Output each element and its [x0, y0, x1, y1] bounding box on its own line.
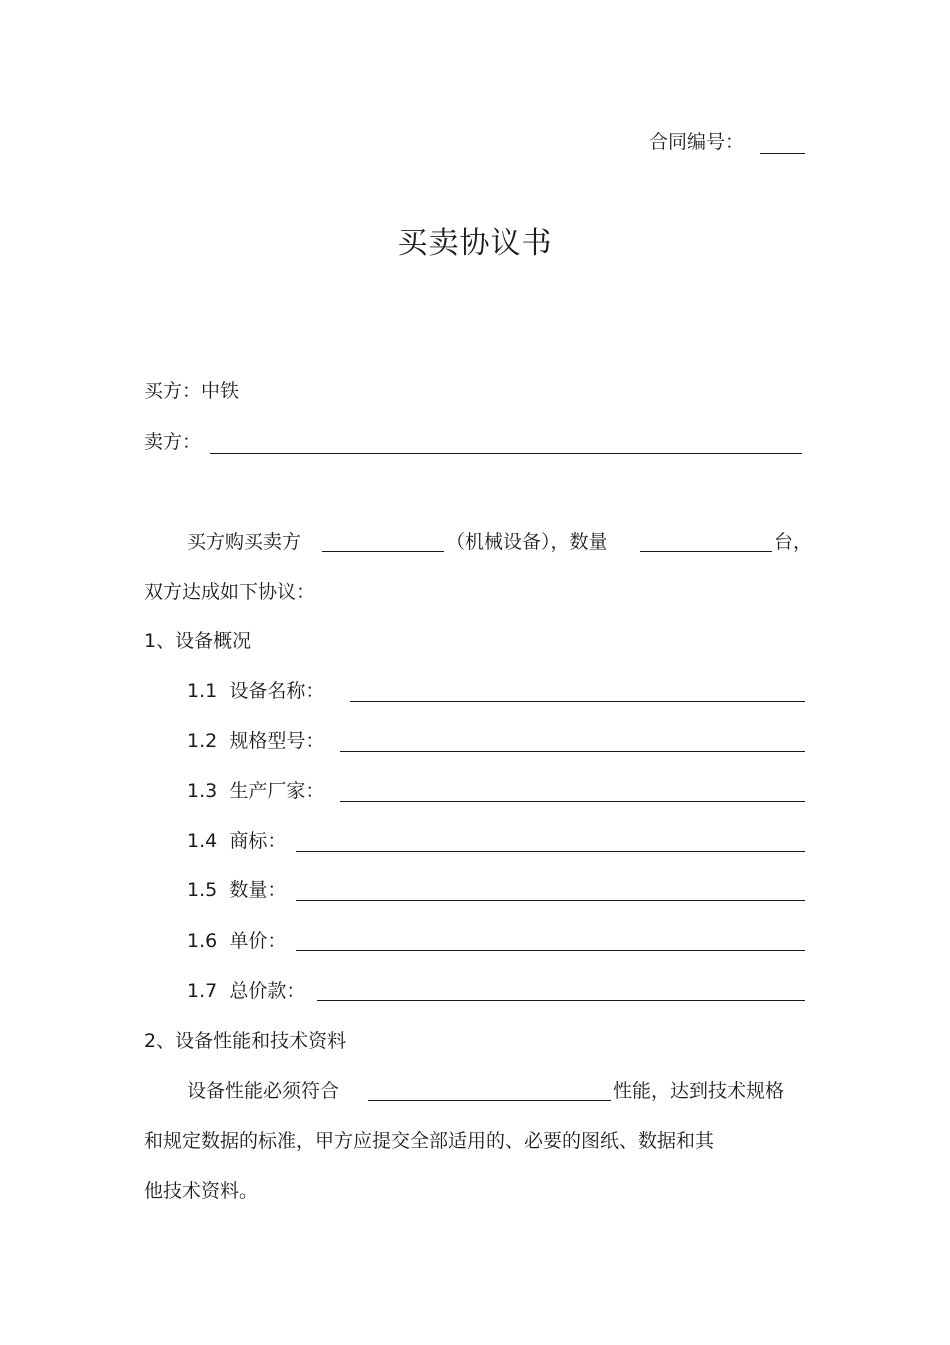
item-1-1	[187, 679, 324, 703]
item-number: 1.2	[187, 730, 218, 752]
document-title: 买卖协议书	[397, 226, 553, 261]
item-label: 数量：	[229, 879, 287, 901]
item-label: 商标：	[229, 830, 287, 852]
item-label: 生产厂家：	[229, 780, 325, 802]
item-1-6	[187, 929, 286, 953]
intro-part2: （机械设备），数量	[446, 531, 608, 553]
item-number: 1.5	[187, 879, 218, 901]
unit-price-blank[interactable]	[296, 950, 805, 951]
section2-para-line2: 和规定数据的标准，甲方应提交全部适用的、必要的图纸、数据和其	[144, 1130, 715, 1152]
item-number: 1.7	[187, 980, 218, 1002]
section2-para-part2: 性能，达到技术规格	[613, 1080, 785, 1102]
buyer-line	[144, 379, 239, 403]
item-number: 1.3	[187, 780, 218, 802]
item-label: 规格型号：	[229, 730, 325, 752]
item-label: 设备名称：	[229, 680, 325, 702]
buyer-name: 中铁	[201, 380, 240, 402]
seller-label: 卖方：	[144, 431, 202, 453]
item-1-5	[187, 878, 286, 902]
performance-standard-blank[interactable]	[368, 1100, 611, 1101]
seller-blank[interactable]	[210, 453, 802, 454]
equipment-blank[interactable]	[322, 551, 444, 552]
item-1-4	[187, 829, 286, 853]
item-1-7	[187, 979, 305, 1003]
contract-number-label: 合同编号：	[649, 131, 745, 153]
intro-part1: 买方购买卖方	[187, 531, 302, 553]
item-quantity-blank[interactable]	[296, 900, 805, 901]
intro-part3: 台，	[774, 531, 813, 553]
contract-number-blank[interactable]	[760, 153, 805, 154]
item-number: 1.6	[187, 930, 218, 952]
model-spec-blank[interactable]	[340, 751, 805, 752]
manufacturer-blank[interactable]	[340, 801, 805, 802]
item-label: 总价款：	[229, 980, 306, 1002]
quantity-blank[interactable]	[640, 551, 772, 552]
item-number: 1.4	[187, 830, 218, 852]
item-1-3	[187, 779, 324, 803]
item-label: 单价：	[229, 930, 287, 952]
section2-heading: 2、设备性能和技术资料	[144, 1030, 347, 1052]
item-number: 1.1	[187, 680, 218, 702]
section1-heading: 1、设备概况	[144, 630, 252, 652]
trademark-blank[interactable]	[296, 851, 805, 852]
section2-para-line3: 他技术资料。	[144, 1180, 259, 1202]
equipment-name-blank[interactable]	[350, 701, 805, 702]
item-1-2	[187, 729, 324, 753]
buyer-label: 买方：	[144, 380, 202, 402]
total-price-blank[interactable]	[317, 1000, 805, 1001]
intro-line2: 双方达成如下协议：	[144, 581, 316, 603]
section2-para-part1: 设备性能必须符合	[187, 1080, 340, 1102]
